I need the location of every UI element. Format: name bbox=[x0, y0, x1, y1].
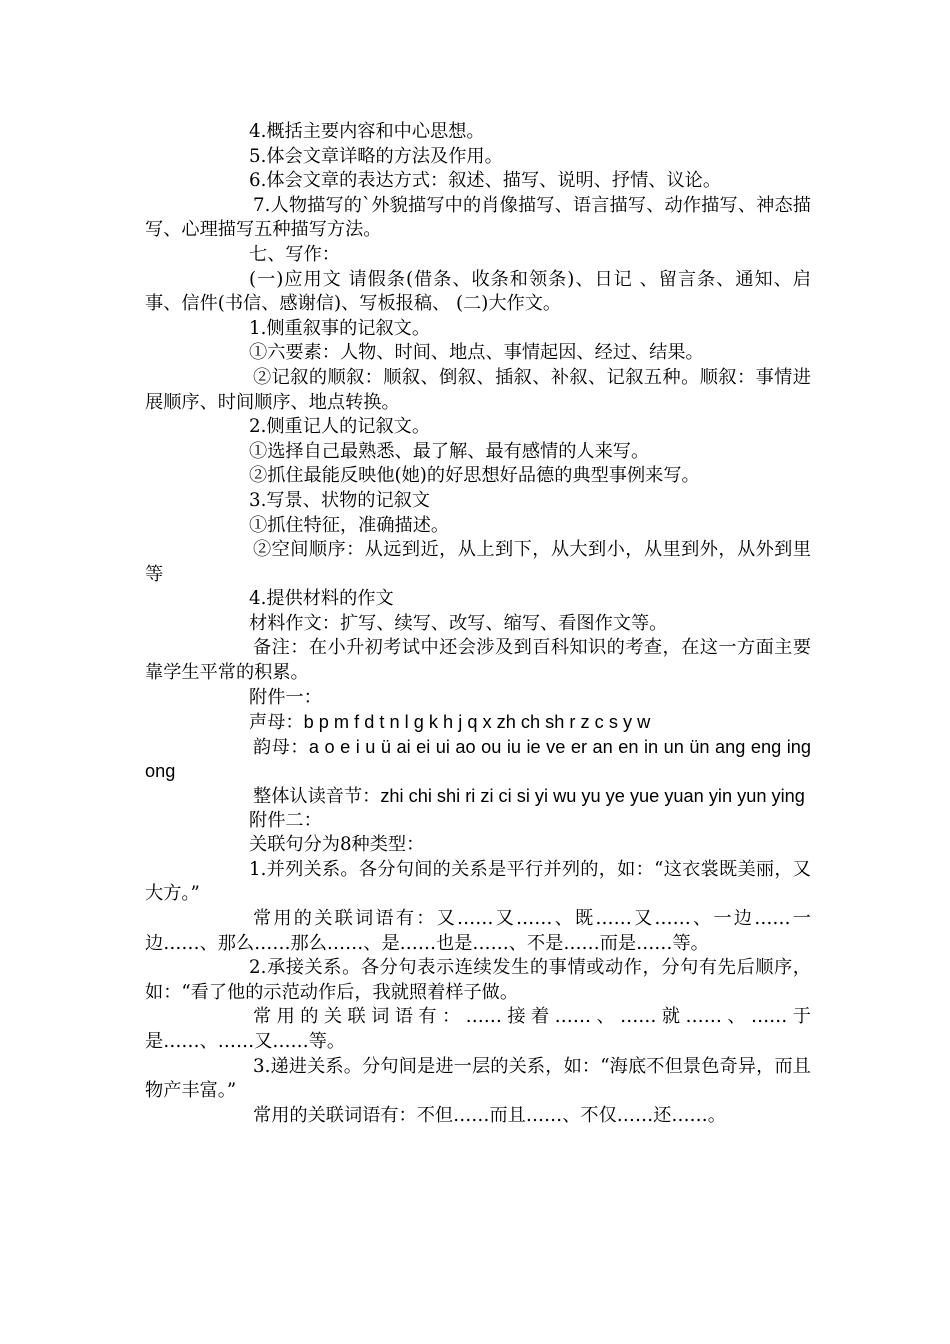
paragraph-15: ②空间顺序：从远到近，从上到下，从大到小，从里到外，从外到里等 bbox=[145, 539, 811, 585]
paragraph-6: (一)应用文 请假条(借条、收条和领条)、日记 、留言条、通知、启事、信件(书信、感谢信)、写板报稿、 (二)大作文。 bbox=[145, 268, 811, 315]
paragraph-18: 备注：在小升初考试中还会涉及到百科知识的考查，在这一方面主要靠学生平常的积累。 bbox=[145, 637, 811, 684]
paragraph-3: 6.体会文章的表达方式：叙述、描写、说明、抒情、议论。 bbox=[249, 170, 722, 192]
paragraph-2: 5.体会文章详略的方法及作用。 bbox=[249, 145, 503, 167]
paragraph-4: 7.人物描写的`外貌描写中的肖像描写、语言描写、动作描写、神态描写、心理描写五种描写方法。 bbox=[145, 194, 811, 241]
paragraph-25: 1.并列关系。各分句间的关系是平行并列的，如：“这衣裳既美丽，又大方。” bbox=[145, 858, 811, 905]
paragraph-12: ②抓住最能反映他(她)的好思想好品德的典型事例来写。 bbox=[249, 465, 700, 487]
paragraph-7: 1.侧重叙事的记叙文。 bbox=[249, 317, 431, 339]
initials-list: 声母：b p m f d t n l g k h j q x zh ch sh r z c s y w bbox=[249, 712, 651, 733]
paragraph-9: ②记叙的顺叙：顺叙、倒叙、插叙、补叙、记叙五种。顺叙：事情进展顺序、时间顺序、地点转换。 bbox=[145, 366, 811, 413]
paragraph-13: 3.写景、状物的记叙文 bbox=[249, 489, 431, 511]
paragraph-14: ①抓住特征，准确描述。 bbox=[249, 514, 450, 536]
paragraph-24: 关联句分为8种类型： bbox=[249, 834, 425, 856]
whole-syllables-list: 整体认读音节：zhi chi shi ri zi ci si yi wu yu ye yue yuan yin yun ying bbox=[253, 786, 805, 807]
paragraph-28: 常用的关联词语有：……接着……、……就……、……于是……、……又……等。 bbox=[145, 1006, 811, 1052]
paragraph-1: 4.概括主要内容和中心思想。 bbox=[249, 121, 485, 142]
appendix-one-heading: 附件一： bbox=[249, 686, 322, 708]
paragraph-29: 3.递进关系。分句间是进一层的关系，如：“海底不但景色奇异，而且物产丰富。” bbox=[145, 1055, 811, 1102]
appendix-two-heading: 附件二： bbox=[249, 809, 322, 831]
finals-list: 韵母：a o e i u ü ai ei ui ao ou iu ie ve er an en in un ün ang eng ing ong bbox=[145, 736, 811, 782]
paragraph-30: 常用的关联词语有：不但……而且……、不仅……还……。 bbox=[253, 1104, 726, 1126]
paragraph-26: 常用的关联词语有：又……又……、既……又……、一边……一边……、那么……那么……、是……也是……、不是……而是……等。 bbox=[145, 908, 811, 954]
paragraph-27: 2.承接关系。各分句表示连续发生的事情或动作，分句有先后顺序，如：“看了他的示范动作后，我就照着样子做。 bbox=[145, 957, 811, 1003]
paragraph-16: 4.提供材料的作文 bbox=[249, 588, 394, 610]
paragraph-11: ①选择自己最熟悉、最了解、最有感情的人来写。 bbox=[249, 440, 650, 462]
document-body bbox=[145, 120, 811, 1128]
paragraph-8: ①六要素：人物、时间、地点、事情起因、经过、结果。 bbox=[249, 342, 704, 364]
section-heading-writing: 七、写作： bbox=[249, 243, 340, 265]
paragraph-17: 材料作文：扩写、续写、改写、缩写、看图作文等。 bbox=[249, 612, 668, 634]
paragraph-10: 2.侧重记人的记叙文。 bbox=[249, 416, 431, 438]
